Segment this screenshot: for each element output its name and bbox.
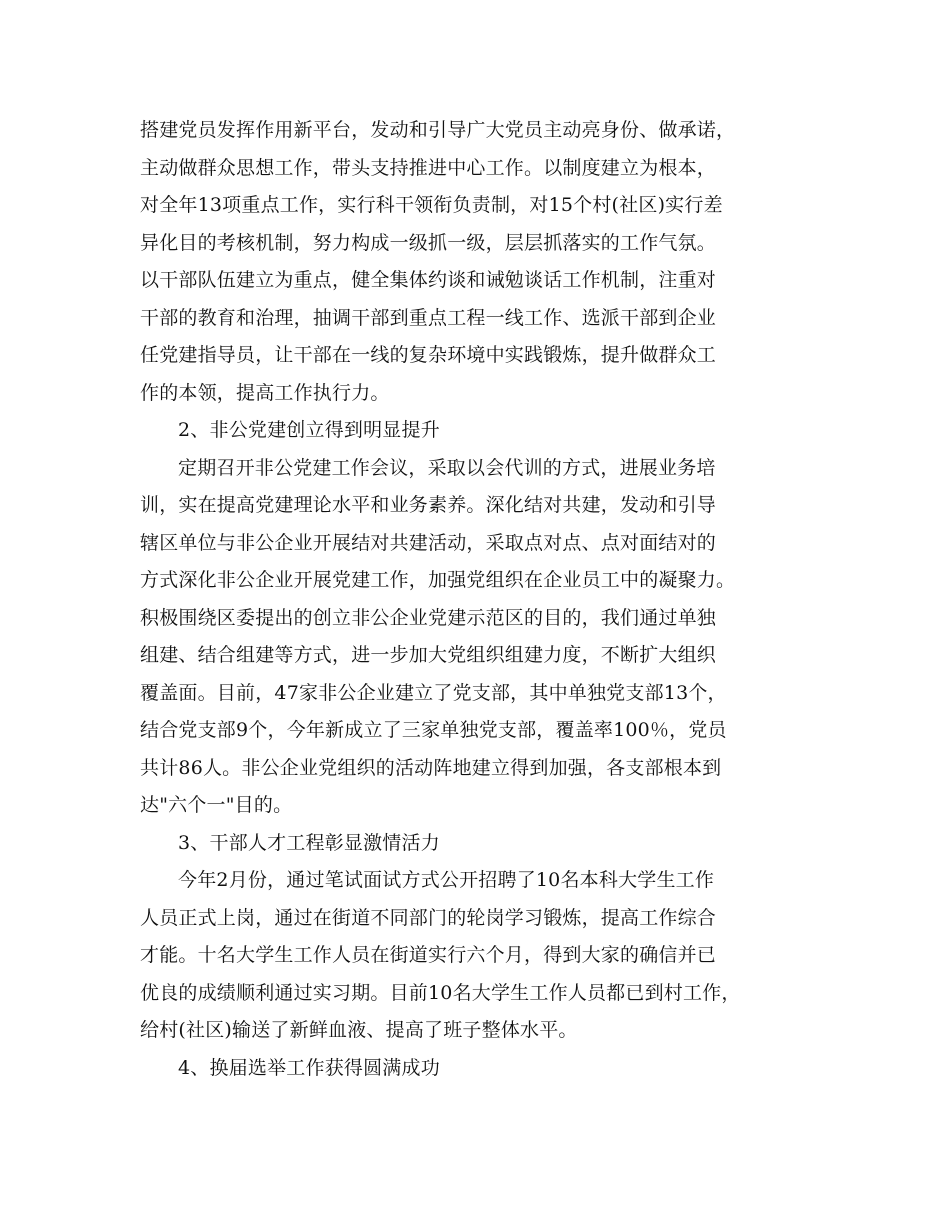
text-line: 组建、结合组建等方式，进一步加大党组织组建力度，不断扩大组织 [140, 644, 717, 666]
text-line: 覆盖面。目前，47家非公企业建立了党支部，其中单独党支部13个， [140, 681, 727, 704]
paragraph-start-line: 今年2月份，通过笔试面试方式公开招聘了10名本科大学生工作 [178, 869, 715, 891]
text-line: 搭建党员发挥作用新平台，发动和引导广大党员主动亮身份、做承诺， [140, 119, 736, 141]
text-line: 异化目的考核机制，努力构成一级抓一级，层层抓落实的工作气氛。 [140, 231, 717, 254]
text-line: 人员正式上岗，通过在街道不同部门的轮岗学习锻炼，提高工作综合 [140, 906, 717, 929]
text-line: 积极围绕区委提出的创立非公企业党建示范区的目的，我们通过单独 [140, 606, 717, 629]
paragraph-start-line: 定期召开非公党建工作会议，采取以会代训的方式，进展业务培 [178, 456, 716, 479]
text-line: 优良的成绩顺利通过实习期。目前10名大学生工作人员都已到村工作， [140, 981, 741, 1004]
text-line: 方式深化非公企业开展党建工作，加强党组织在企业员工中的凝聚力。 [140, 569, 736, 591]
paragraph-start-line: 3、干部人才工程彰显激情活力 [178, 831, 440, 854]
text-line: 训，实在提高党建理论水平和业务素养。深化结对共建，发动和引导 [140, 494, 717, 516]
text-line: 共计86人。非公企业党组织的活动阵地建立得到加强，各支部根本到 [140, 756, 722, 779]
text-line: 结合党支部9个，今年新成立了三家单独党支部，覆盖率100％，党员 [140, 719, 727, 741]
text-line: 任党建指导员，让干部在一线的复杂环境中实践锻炼，提升做群众工 [140, 344, 717, 366]
text-line: 才能。十名大学生工作人员在街道实行六个月，得到大家的确信并已 [140, 944, 717, 966]
text-line: 主动做群众思想工作，带头支持推进中心工作。以制度建立为根本， [140, 156, 717, 179]
text-line: 给村(社区)输送了新鲜血液、提高了班子整体水平。 [140, 1019, 578, 1041]
text-line: 辖区单位与非公企业开展结对共建活动，采取点对点、点对面结对的 [140, 531, 717, 554]
text-line: 以干部队伍建立为重点，健全集体约谈和诫勉谈话工作机制，注重对 [140, 269, 717, 291]
document-body [140, 112, 830, 1087]
text-line: 达"六个一"目的。 [140, 794, 293, 816]
text-line: 作的本领，提高工作执行力。 [140, 381, 390, 404]
paragraph-start-line: 2、非公党建创立得到明显提升 [178, 419, 440, 441]
paragraph-start-line: 4、换届选举工作获得圆满成功 [178, 1056, 440, 1079]
text-line: 对全年13项重点工作，实行科干领衔负责制，对15个村(社区)实行差 [140, 194, 723, 216]
text-line: 干部的教育和治理，抽调干部到重点工程一线工作、选派干部到企业 [140, 306, 717, 329]
